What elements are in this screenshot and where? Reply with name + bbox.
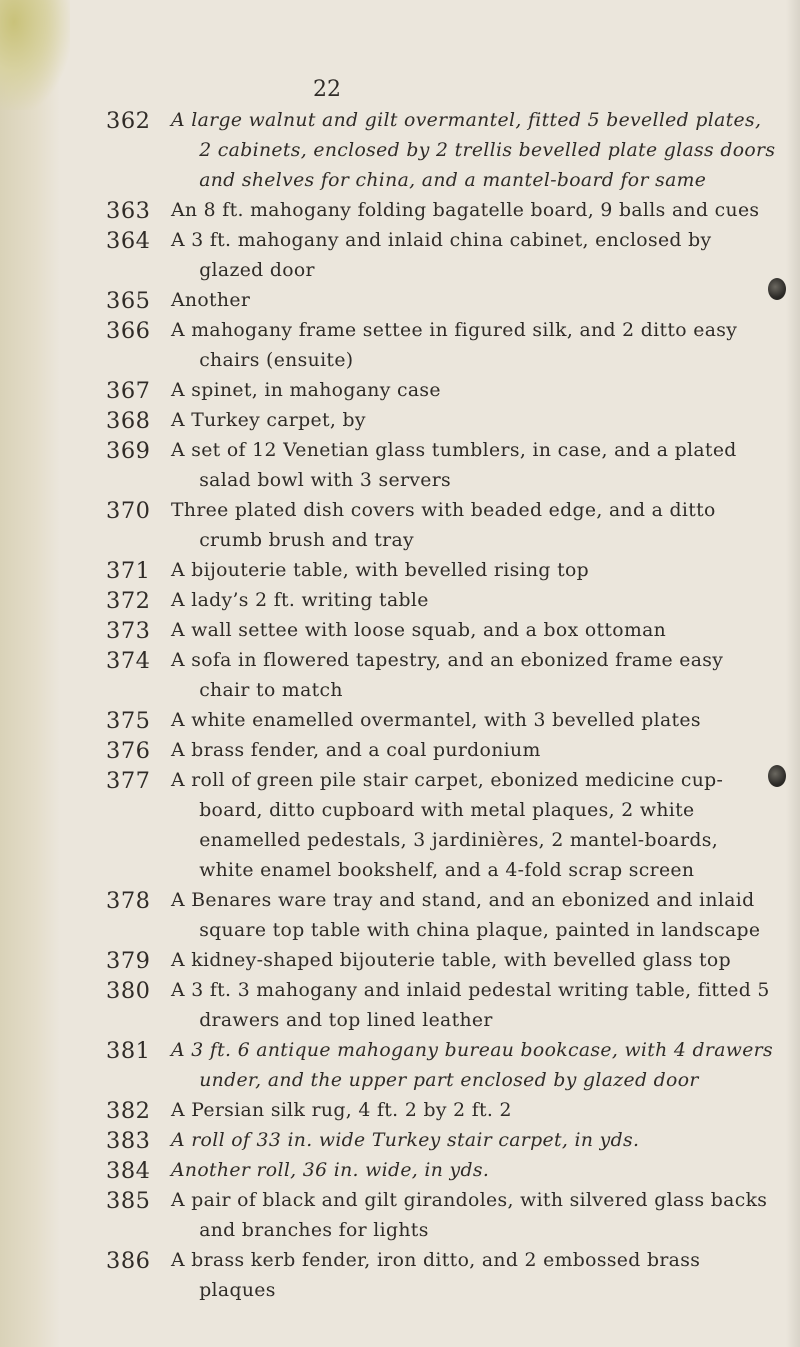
- lot-entry: [0, 616, 786, 646]
- lot-number: 373: [106, 618, 151, 644]
- lot-description: A brass kerb fender, iron ditto, and 2 embossed brass plaques: [171, 1250, 701, 1301]
- lot-entry: [0, 1036, 786, 1096]
- lot-description: A pair of black and gilt girandoles, with silvered glass backs and branches for lights: [171, 1190, 768, 1241]
- lot-entry: [0, 496, 786, 556]
- lot-entry: [0, 646, 786, 706]
- lot-description: Another roll, 36 in. wide, in yds.: [171, 1160, 490, 1181]
- corner-stain: [0, 0, 70, 110]
- lot-description: A Turkey carpet, by: [171, 410, 366, 431]
- lot-entry: [0, 316, 786, 376]
- lot-number: 381: [106, 1038, 151, 1064]
- lot-number: 386: [106, 1248, 151, 1274]
- lot-description: A Benares ware tray and stand, and an ebonized and inlaid square top table with china plaque, painted in landscape: [171, 890, 761, 941]
- lot-description: A white enamelled overmantel, with 3 bevelled plates: [171, 710, 701, 731]
- lot-number: 362: [106, 108, 151, 134]
- lot-entry: [0, 436, 786, 496]
- lot-number: 369: [106, 438, 151, 464]
- lot-entry: [0, 196, 786, 226]
- lot-number: 371: [106, 558, 151, 584]
- lot-entry: [0, 586, 786, 616]
- lot-entry: [0, 406, 786, 436]
- lot-entry: [0, 1156, 786, 1186]
- lot-entry: [0, 286, 786, 316]
- page-right-edge: [786, 0, 800, 1347]
- lot-number: 384: [106, 1158, 151, 1184]
- lot-number: 367: [106, 378, 151, 404]
- lot-entry: [0, 556, 786, 586]
- lot-number: 383: [106, 1128, 151, 1154]
- lot-number: 374: [106, 648, 151, 674]
- lot-description: A set of 12 Venetian glass tumblers, in case, and a plated salad bowl with 3 servers: [171, 440, 737, 491]
- lot-number: 382: [106, 1098, 151, 1124]
- lot-number: 380: [106, 978, 151, 1004]
- lot-entry: [0, 886, 786, 946]
- page-number: 22: [313, 77, 341, 102]
- lot-description: A wall settee with loose squab, and a box ottoman: [171, 620, 667, 641]
- lot-number: 368: [106, 408, 151, 434]
- lot-number: 378: [106, 888, 151, 914]
- lot-description: A roll of 33 in. wide Turkey stair carpet, in yds.: [171, 1130, 640, 1151]
- lot-number: 364: [106, 228, 151, 254]
- lot-description: A mahogany frame settee in figured silk, and 2 ditto easy chairs (ensuite): [171, 320, 738, 371]
- lot-entry: [0, 1126, 786, 1156]
- lot-description: A 3 ft. 3 mahogany and inlaid pedestal writing table, fitted 5 drawers and top lined leather: [171, 980, 770, 1031]
- lot-description: Three plated dish covers with beaded edge, and a ditto crumb brush and tray: [171, 500, 716, 551]
- lot-description: A bijouterie table, with bevelled rising top: [171, 560, 590, 581]
- lot-number: 365: [106, 288, 151, 314]
- lot-entry: [0, 226, 786, 286]
- catalogue-list: [0, 106, 786, 1306]
- lot-description: A brass fender, and a coal purdonium: [171, 740, 541, 761]
- lot-entry: [0, 706, 786, 736]
- lot-description: A large walnut and gilt overmantel, fitted 5 bevelled plates, 2 cabinets, enclosed by 2 trellis bevelled plate glass doors and shelves for china, and a mantel-board for same: [171, 110, 776, 191]
- lot-entry: [0, 946, 786, 976]
- lot-number: 377: [106, 768, 151, 794]
- lot-description: A 3 ft. 6 antique mahogany bureau bookcase, with 4 drawers under, and the upper part enclosed by glazed door: [171, 1040, 773, 1091]
- lot-number: 376: [106, 738, 151, 764]
- lot-description: A roll of green pile stair carpet, ebonized medicine cup-board, ditto cupboard with metal plaques, 2 white enamelled pedestals, 3 jardinières, 2 mantel-boards, white enamel bookshelf, and a 4-fold scrap screen: [171, 770, 724, 881]
- lot-description: An 8 ft. mahogany folding bagatelle board, 9 balls and cues: [171, 200, 760, 221]
- lot-number: 370: [106, 498, 151, 524]
- lot-entry: [0, 1246, 786, 1306]
- lot-entry: [0, 1186, 786, 1246]
- lot-number: 385: [106, 1188, 151, 1214]
- lot-description: A spinet, in mahogany case: [171, 380, 441, 401]
- lot-entry: [0, 376, 786, 406]
- lot-number: 375: [106, 708, 151, 734]
- lot-description: A kidney-shaped bijouterie table, with bevelled glass top: [171, 950, 731, 971]
- lot-entry: [0, 976, 786, 1036]
- lot-entry: [0, 766, 786, 886]
- lot-description: Another: [171, 290, 251, 311]
- lot-description: A 3 ft. mahogany and inlaid china cabinet, enclosed by glazed door: [171, 230, 712, 281]
- lot-number: 372: [106, 588, 151, 614]
- lot-number: 366: [106, 318, 151, 344]
- lot-entry: [0, 106, 786, 196]
- lot-entry: [0, 736, 786, 766]
- lot-number: 379: [106, 948, 151, 974]
- lot-description: A Persian silk rug, 4 ft. 2 by 2 ft. 2: [171, 1100, 512, 1121]
- lot-description: A lady’s 2 ft. writing table: [171, 590, 429, 611]
- lot-entry: [0, 1096, 786, 1126]
- lot-description: A sofa in flowered tapestry, and an ebonized frame easy chair to match: [171, 650, 724, 701]
- lot-number: 363: [106, 198, 151, 224]
